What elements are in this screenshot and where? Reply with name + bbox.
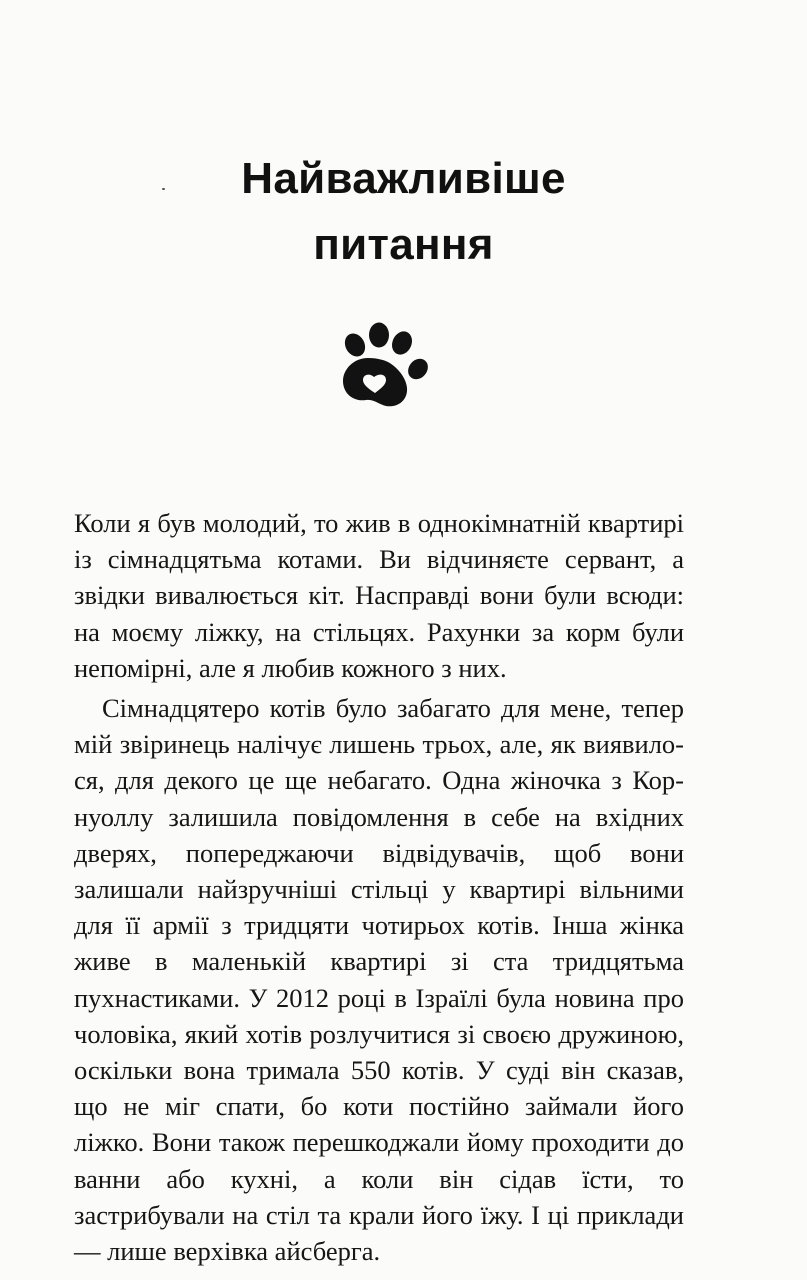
chapter-title-line-1: Найважливіше — [241, 154, 566, 203]
paragraph-2: Сімнадцятеро котів було забагато для мене, тепер мій звіринець налічує лишень трьох, але, як виявилося, для декого це ще небагато. Одна жіночка з Корнуоллу залишила повідомлення в себе на вхідних дверях, попереджаючи відвідувачів, щоб вони залишали найзручніші стільці у квартирі вільними для її армії з тридцяти чотирьох котів. Інша жінка живе в маленькій квартирі зі ста тридцятьма пухнастиками. У 2012 році в Ізраїлі була новина про чоловіка, який хотів розлучитися зі своєю дружиною, оскільки вона тримала 550 котів. У суді він сказав, що не міг спати, бо коти постійно займали його ліжко. Вони також перешкоджали йому проходити до ванни або кухні, а коли він сідав їсти, то застрибували на стіл та крали його їжу. І ці приклади — лише верхівка айсберга. — [74, 693, 684, 1267]
cat-paw-icon — [334, 322, 430, 412]
body-text — [74, 505, 684, 1269]
chapter-title-line-2: питання — [313, 220, 494, 269]
paragraph-1: Коли я був молодий, то жив в однокімнатній квартирі із сімнадцятьма котами. Ви відчиняєте сервант, а звідки вивалюється кіт. Насправді вони були всюди: на моєму ліжку, на стільцях. Рахунки за корм були непомірні, але я любив кожного з них. — [74, 508, 684, 683]
chapter-title — [0, 146, 807, 278]
